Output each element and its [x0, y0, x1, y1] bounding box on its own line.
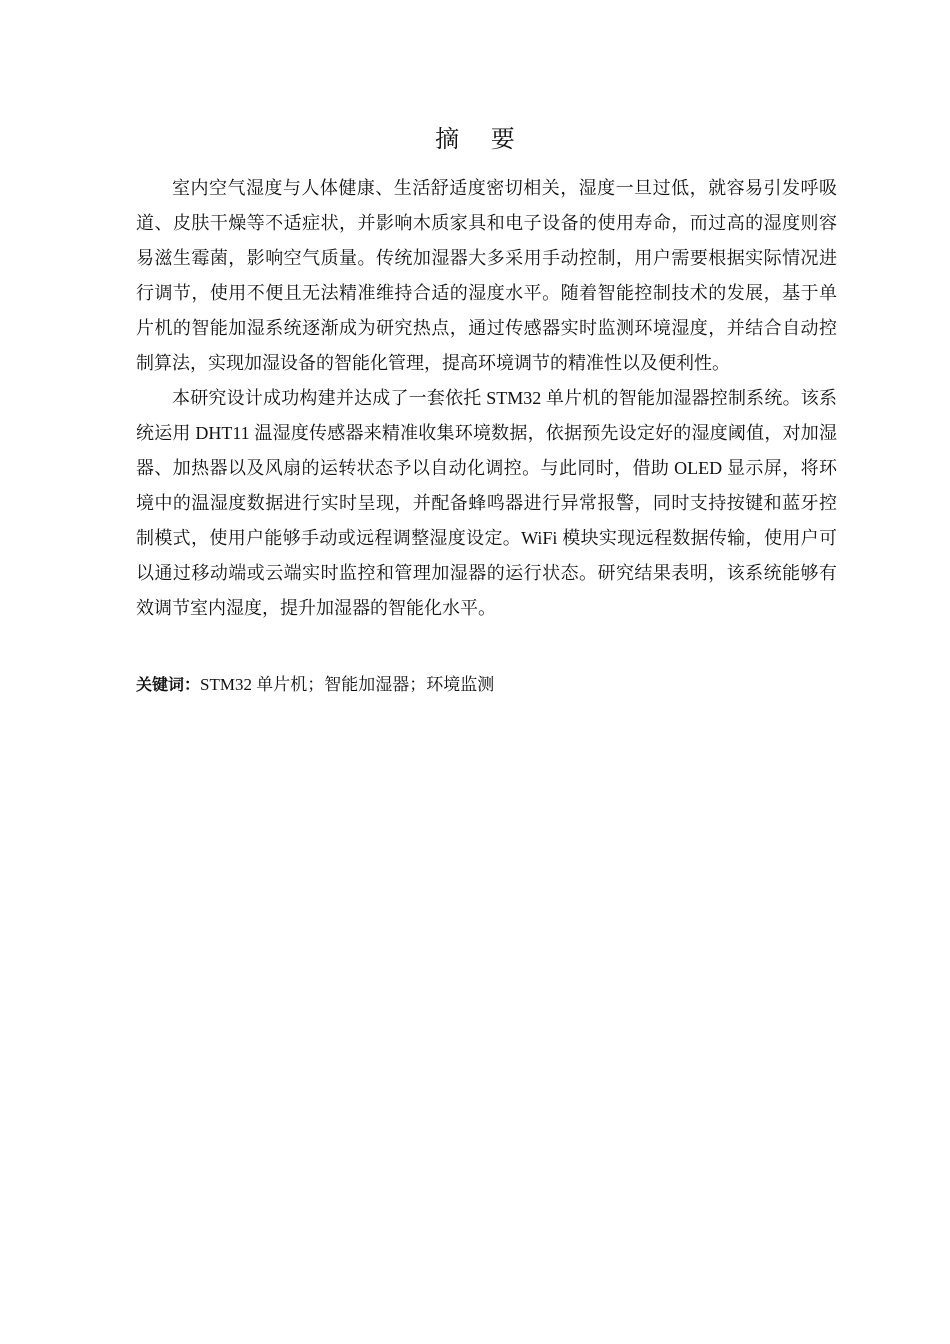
keywords-label: 关键词： — [136, 675, 201, 694]
keywords-text: STM32 单片机；智能加湿器；环境监测 — [200, 675, 495, 694]
abstract-paragraph-1: 室内空气湿度与人体健康、生活舒适度密切相关，湿度一旦过低，就容易引发呼吸道、皮肤干燥等不适症状，并影响木质家具和电子设备的使用寿命，而过高的湿度则容易滋生霉菌，影响空气质量。传统加湿器大多采用手动控制，用户需要根据实际情况进行调节，使用不便且无法精准维持合适的湿度水平。随着智能控制技术的发展，基于单片机的智能加湿系统逐渐成为研究热点，通过传感器实时监测环境湿度，并结合自动控制算法，实现加湿设备的智能化管理，提高环境调节的精准性以及便利性。 — [136, 178, 837, 373]
abstract-title: 摘 要 — [435, 125, 527, 153]
abstract-paragraph-2: 本研究设计成功构建并达成了一套依托 STM32 单片机的智能加湿器控制系统。该系统运用 DHT11 温湿度传感器来精准收集环境数据，依据预先设定好的湿度阈值，对加湿器、加热器以及风扇的运转状态予以自动化调控。与此同时，借助 OLED 显示屏，将环境中的温湿度数据进行实时呈现，并配备蜂鸣器进行异常报警，同时支持按键和蓝牙控制模式，使用户能够手动或远程调整湿度设定。WiFi 模块实现远程数据传输，使用户可以通过移动端或云端实时监控和管理加湿器的运行状态。研究结果表明，该系统能够有效调节室内湿度，提升加湿器的智能化水平。 — [136, 388, 837, 618]
abstract-body — [136, 171, 837, 626]
keywords-line — [136, 667, 837, 702]
